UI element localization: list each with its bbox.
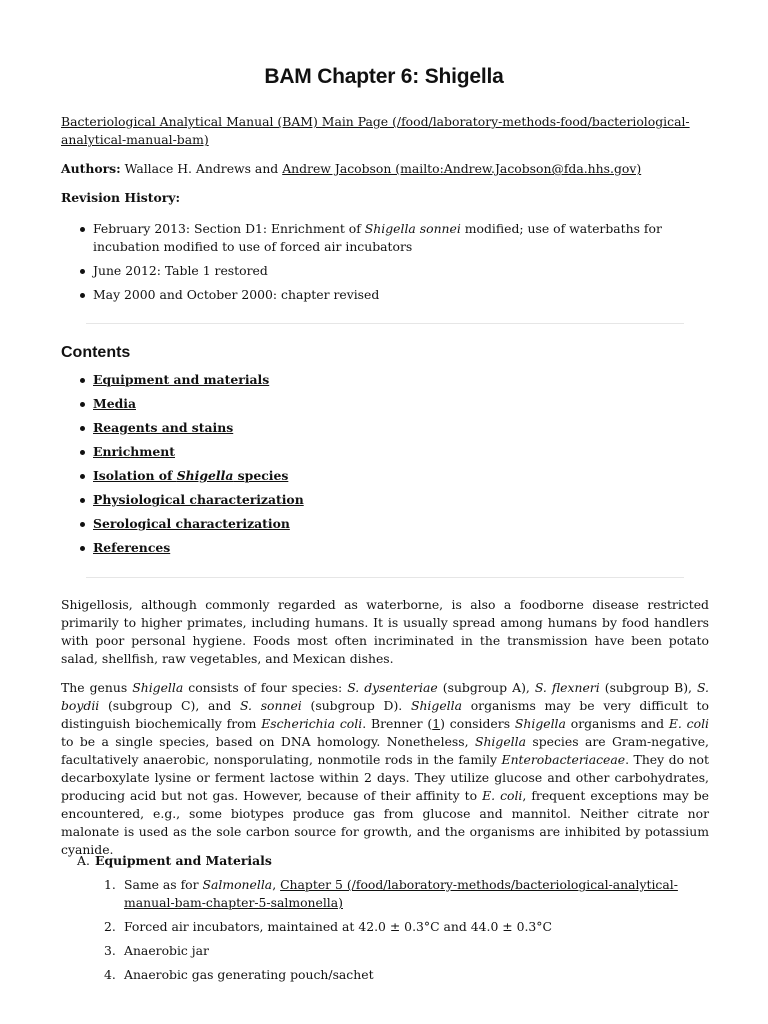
toc-link-text: Isolation of <box>93 468 177 483</box>
toc-link-species: Shigella <box>176 468 234 483</box>
toc-link-physiological[interactable]: Physiological characterization <box>93 492 304 507</box>
equipment-list <box>104 876 708 990</box>
revision-text: modified; use of waterbaths for incubation modified to use of forced air incubators <box>93 221 662 254</box>
contents-heading: Contents <box>61 344 131 361</box>
revision-item <box>61 220 693 256</box>
contents-list <box>61 371 709 563</box>
item-text: , <box>272 877 281 892</box>
authors-plain: Wallace H. Andrews and <box>124 161 279 176</box>
genus-paragraph: The genus Shigella consists of four species: S. dysenteriae (subgroup A), S. flexneri (subgroup B), S. boydii (subgroup C), and S. sonnei (subgroup D). Shigella organisms may be very difficult to distinguish biochemically from Escherichia coli. Brenner (1) considers Shigella organisms and E. coli to be a single species, based on DNA homology. Nonetheless, Shigella species are Gram-negative, facultatively anaerobic, nonsporulating, nonmotile rods in the family Enterobacteriaceae. They do not decarboxylate lysine or ferment lactose within 2 days. They utilize glucose and other carbohydrates, producing acid but not gas. However, because of their affinity to E. coli, frequent exceptions may be encountered, e.g., some biotypes produce gas from glucose and mannitol. Neither citrate nor malonate is used as the sole carbon source for growth, and the organisms are inhibited by potassium cyanide. <box>61 680 710 857</box>
item-number: 1. <box>104 877 116 892</box>
revision-text: February 2013: Section D1: Enrichment of <box>93 221 365 236</box>
item-number: 4. <box>104 967 116 982</box>
revision-history-list <box>61 220 709 310</box>
section-a-heading <box>77 852 697 870</box>
toc-link-media[interactable]: Media <box>93 396 136 411</box>
section-a-title: Equipment and Materials <box>95 853 272 868</box>
item-number: 2. <box>104 919 116 934</box>
divider <box>86 577 684 578</box>
toc-item <box>61 539 709 563</box>
item-text: Same as for <box>124 877 203 892</box>
toc-item <box>61 515 709 539</box>
item-text: Forced air incubators, maintained at 42.0 ± 0.3°C and 44.0 ± 0.3°C <box>124 919 552 934</box>
toc-link-isolation[interactable] <box>93 468 288 483</box>
chapter-5-link[interactable]: Chapter 5 (/food/laboratory-methods/bacteriological-analytical-manual-bam-chapter-5-salmonella) <box>124 877 678 910</box>
item-text: Anaerobic jar <box>124 943 209 958</box>
item-text: Anaerobic gas generating pouch/sachet <box>124 967 374 982</box>
toc-item <box>61 443 709 467</box>
toc-link-equipment[interactable]: Equipment and materials <box>93 372 270 387</box>
revision-species: Shigella sonnei <box>364 221 461 236</box>
toc-link-serological[interactable]: Serological characterization <box>93 516 290 531</box>
toc-link-reagents[interactable]: Reagents and stains <box>93 420 234 435</box>
equipment-item <box>104 918 708 936</box>
toc-item <box>61 419 709 443</box>
toc-item <box>61 371 709 395</box>
revision-history-heading: Revision History: <box>61 190 181 205</box>
divider <box>86 323 684 324</box>
toc-link-text: species <box>233 468 289 483</box>
author-email-link[interactable]: Andrew Jacobson (mailto:Andrew.Jacobson@fda.hhs.gov) <box>282 161 642 176</box>
bam-main-page-link[interactable]: Bacteriological Analytical Manual (BAM) Main Page (/food/laboratory-methods-food/bacteriological-analytical-manual-bam) <box>61 114 690 147</box>
equipment-item <box>104 966 708 984</box>
equipment-item <box>104 942 708 960</box>
section-a-letter: A. <box>77 853 90 868</box>
page-title: BAM Chapter 6: Shigella <box>264 65 504 88</box>
revision-item: June 2012: Table 1 restored <box>61 262 693 280</box>
bam-main-page-paragraph <box>61 113 709 149</box>
toc-link-references[interactable]: References <box>93 540 171 555</box>
equipment-item <box>104 876 708 912</box>
toc-item <box>61 491 709 515</box>
revision-item: May 2000 and October 2000: chapter revised <box>61 286 693 304</box>
item-species: Salmonella <box>202 877 273 892</box>
toc-item <box>61 467 709 491</box>
toc-item <box>61 395 709 419</box>
intro-paragraph: Shigellosis, although commonly regarded as waterborne, is also a foodborne disease restricted primarily to higher primates, including humans. It is usually spread among humans by food handlers with poor personal hygiene. Foods most often incriminated in the transmission have been potato salad, shellfish, raw vegetables, and Mexican dishes. <box>61 597 709 666</box>
toc-link-enrichment[interactable]: Enrichment <box>93 444 175 459</box>
authors-line <box>61 160 709 178</box>
reference-1-link[interactable]: 1 <box>432 716 441 731</box>
item-number: 3. <box>104 943 116 958</box>
authors-label: Authors: <box>61 161 121 176</box>
